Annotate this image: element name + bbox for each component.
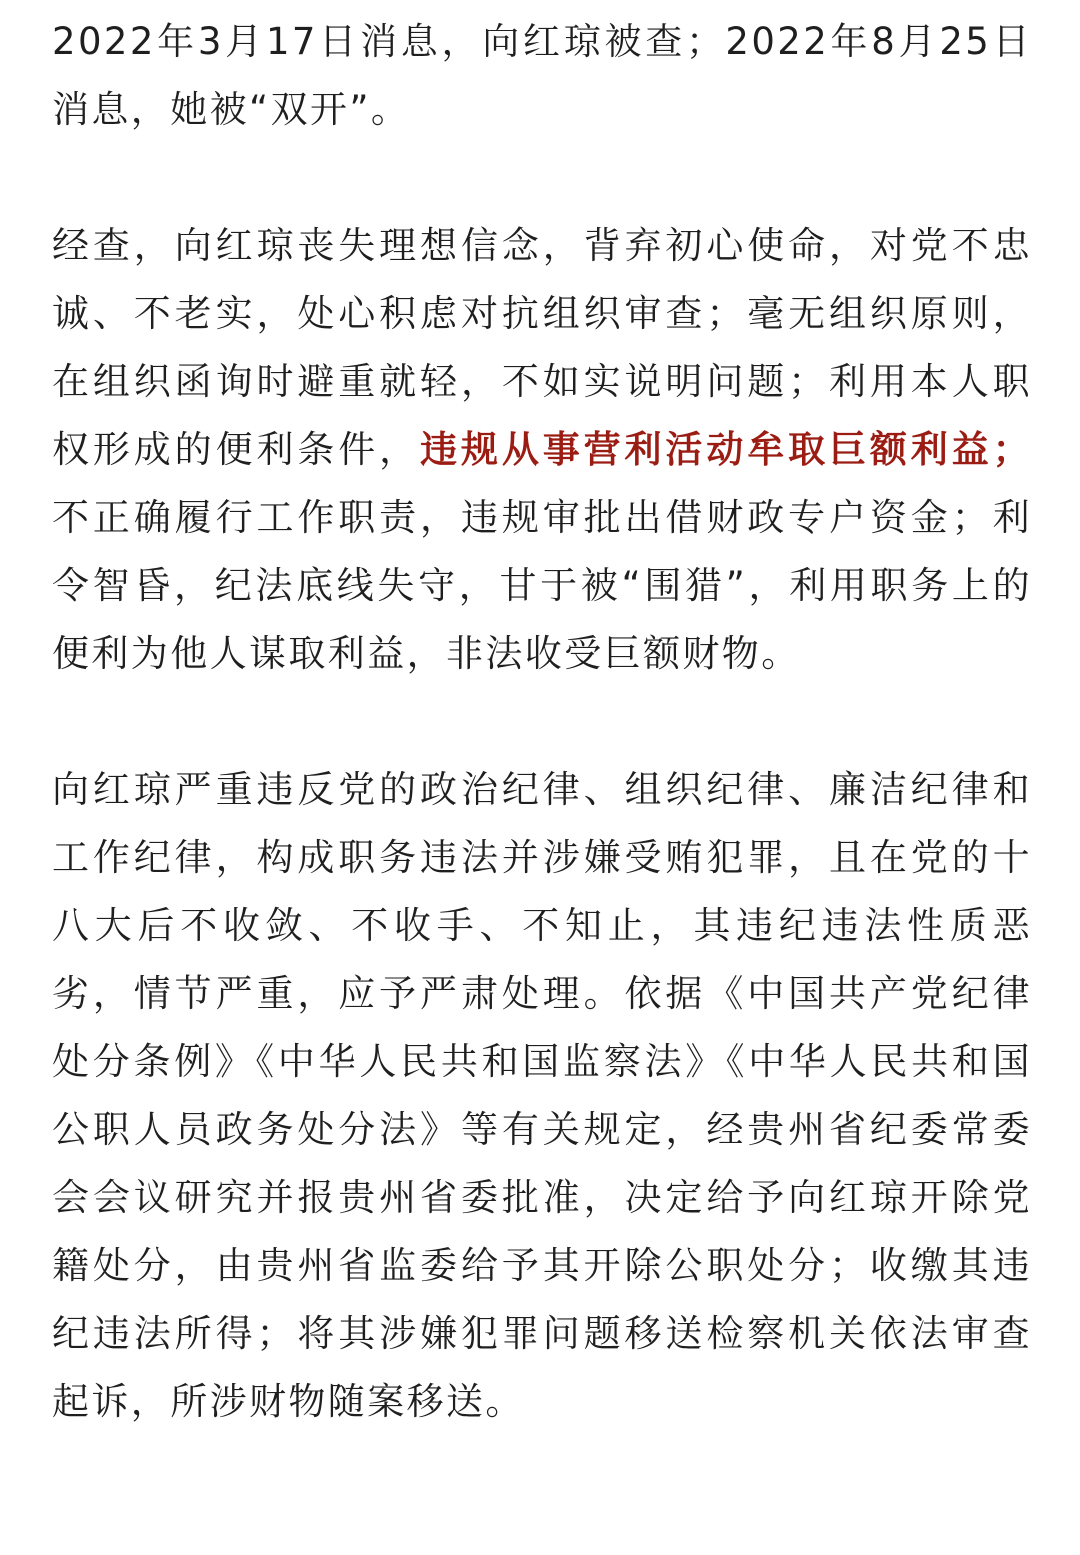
article-body xyxy=(52,8,1032,1436)
paragraph-announcement: 2022年3月17日消息，向红琼被查；2022年8月25日消息，她被“双开”。 xyxy=(52,20,1032,131)
paragraph-decision: 向红琼严重违反党的政治纪律、组织纪律、廉洁纪律和工作纪律，构成职务违法并涉嫌受贿犯罪，且在党的十八大后不收敛、不收手、不知止，其违纪违法性质恶劣，情节严重，应予严肃处理。依据《中国共产党纪律处分条例》《中华人民共和国监察法》《中华人民共和国公职人员政务处分法》等有关规定，经贵州省纪委常委会会议研究并报贵州省委批准，决定给予向红琼开除党籍处分，由贵州省监委给予其开除公职处分；收缴其违纪违法所得；将其涉嫌犯罪问题移送检察机关依法审查起诉，所涉财物随案移送。 xyxy=(52,768,1032,1423)
paragraph-investigation xyxy=(52,212,1032,688)
paragraph-investigation-text-1: 经查，向红琼丧失理想信念，背弃初心使命，对党不忠诚、不老实，处心积虑对抗组织审查；毫无组织原则，在组织函询时避重就轻，不如实说明问题；利用本人职权形成的便利条件， xyxy=(52,224,1032,471)
highlighted-text: 违规从事营利活动牟取巨额利益； xyxy=(420,428,1032,471)
paragraph-investigation-text-2: 不正确履行工作职责，违规审批出借财政专户资金；利令智昏，纪法底线失守，甘于被“围猎”，利用职务上的便利为他人谋取利益，非法收受巨额财物。 xyxy=(52,496,1032,675)
